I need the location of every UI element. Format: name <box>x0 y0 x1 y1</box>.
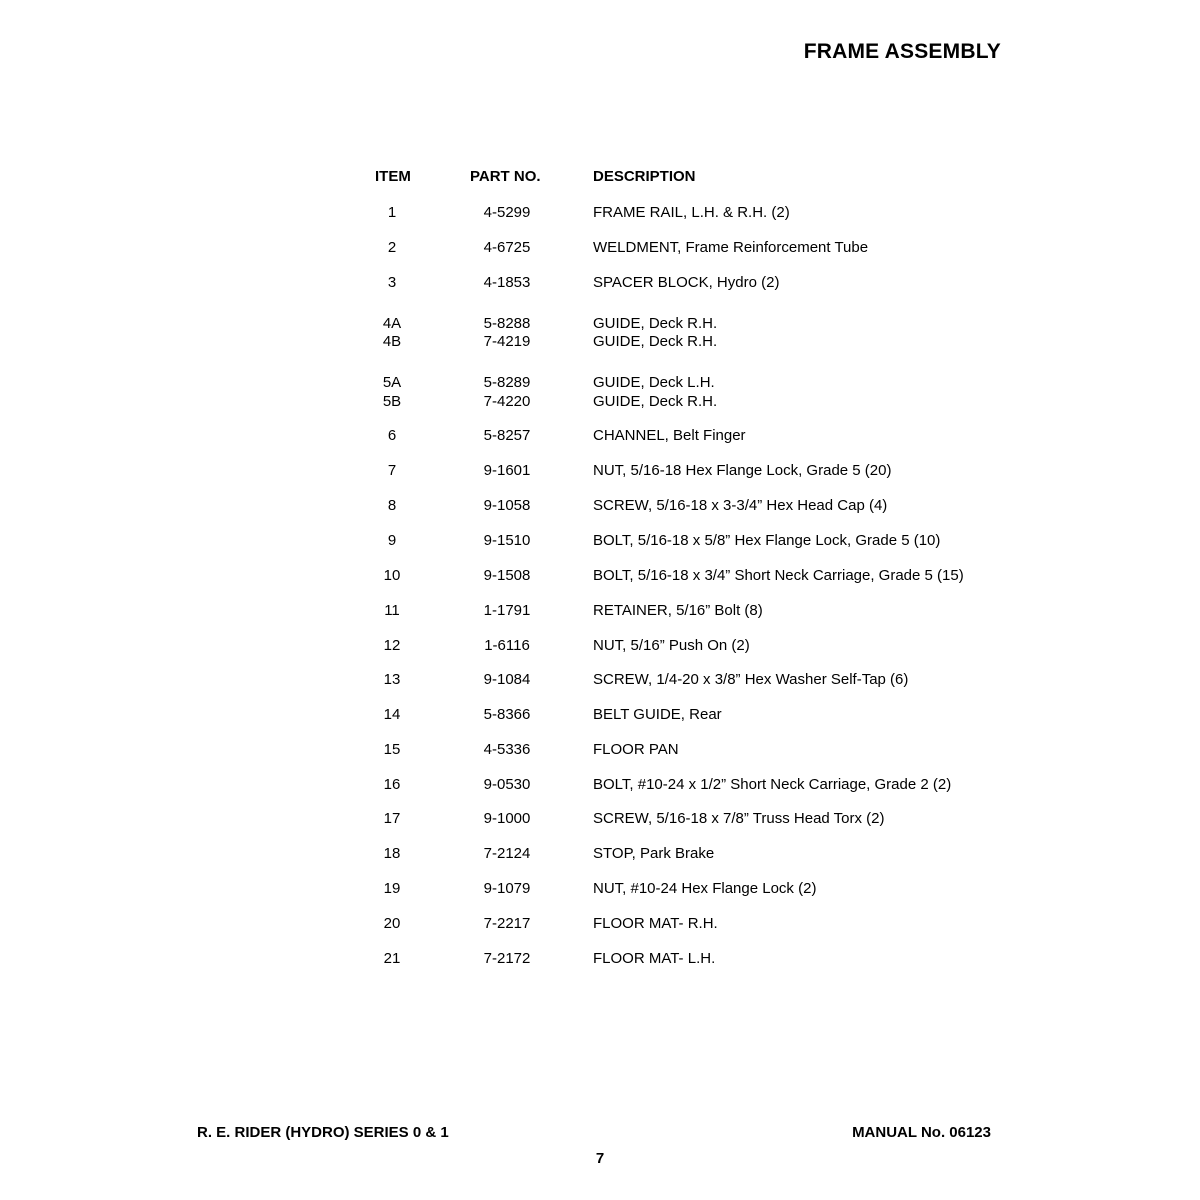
table-row <box>0 239 1200 259</box>
item-number: 17 <box>383 810 401 827</box>
page-number: 7 <box>595 1150 605 1167</box>
item-number: 6 <box>387 427 397 444</box>
part-description: FLOOR MAT- L.H. <box>593 950 716 967</box>
item-number: 7 <box>387 462 397 479</box>
table-row <box>0 950 1200 970</box>
part-description: SCREW, 1/4-20 x 3/8” Hex Washer Self-Tap (6) <box>593 671 909 688</box>
item-number: 18 <box>383 845 401 862</box>
part-number: 1-6116 <box>484 637 530 654</box>
item-number: 16 <box>383 776 401 793</box>
table-row <box>0 532 1200 552</box>
footer-model-series: R. E. RIDER (HYDRO) SERIES 0 & 1 <box>197 1124 449 1141</box>
part-description: SPACER BLOCK, Hydro (2) <box>593 274 780 291</box>
table-row <box>0 810 1200 830</box>
item-number: 3 <box>387 274 397 291</box>
table-row <box>0 393 1200 413</box>
item-number: 15 <box>383 741 401 758</box>
table-row <box>0 497 1200 517</box>
part-number: 4-6725 <box>483 239 531 256</box>
part-number: 9-1601 <box>483 462 531 479</box>
table-row <box>0 776 1200 796</box>
item-number: 11 <box>384 602 400 619</box>
part-description: BELT GUIDE, Rear <box>593 706 722 723</box>
part-description: GUIDE, Deck R.H. <box>593 393 718 410</box>
part-number: 9-1510 <box>483 532 531 549</box>
part-description: GUIDE, Deck R.H. <box>593 333 718 350</box>
item-number: 13 <box>383 671 401 688</box>
part-number: 1-1791 <box>483 602 531 619</box>
part-description: NUT, 5/16-18 Hex Flange Lock, Grade 5 (20) <box>593 462 892 479</box>
item-number: 4B <box>382 333 402 350</box>
part-number: 7-4219 <box>483 333 531 350</box>
part-description: BOLT, #10-24 x 1/2” Short Neck Carriage, Grade 2 (2) <box>593 776 952 793</box>
table-row <box>0 845 1200 865</box>
table-row <box>0 671 1200 691</box>
part-description: BOLT, 5/16-18 x 5/8” Hex Flange Lock, Grade 5 (10) <box>593 532 941 549</box>
part-description: FRAME RAIL, L.H. & R.H. (2) <box>593 204 790 221</box>
item-number: 10 <box>383 567 401 584</box>
part-number: 4-5299 <box>483 204 531 221</box>
item-number: 5B <box>382 393 402 410</box>
parts-table <box>0 168 1200 967</box>
part-number: 4-5336 <box>483 741 531 758</box>
item-number: 14 <box>383 706 401 723</box>
table-row <box>0 462 1200 482</box>
part-number: 9-0530 <box>483 776 531 793</box>
part-number: 9-1079 <box>483 880 531 897</box>
column-header-description: DESCRIPTION <box>593 168 696 185</box>
table-row <box>0 567 1200 587</box>
item-number: 8 <box>387 497 397 514</box>
part-number: 7-4220 <box>483 393 531 410</box>
table-header-row <box>0 168 1200 190</box>
part-number: 7-2172 <box>483 950 531 967</box>
table-row <box>0 741 1200 761</box>
item-number: 9 <box>387 532 397 549</box>
part-description: RETAINER, 5/16” Bolt (8) <box>593 602 763 619</box>
part-number: 7-2124 <box>483 845 531 862</box>
part-number: 5-8366 <box>483 706 531 723</box>
part-description: STOP, Park Brake <box>593 845 715 862</box>
part-description: NUT, 5/16” Push On (2) <box>593 637 750 654</box>
table-row <box>0 880 1200 900</box>
table-row <box>0 637 1200 657</box>
table-row <box>0 204 1200 224</box>
part-description: WELDMENT, Frame Reinforcement Tube <box>593 239 869 256</box>
part-number: 4-1853 <box>483 274 531 291</box>
part-description: GUIDE, Deck L.H. <box>593 374 715 391</box>
part-number: 5-8289 <box>483 374 531 391</box>
item-number: 1 <box>387 204 397 221</box>
item-number: 21 <box>383 950 401 967</box>
table-row <box>0 915 1200 935</box>
item-number: 2 <box>387 239 397 256</box>
table-row <box>0 274 1200 294</box>
table-row <box>0 602 1200 622</box>
item-number: 12 <box>383 637 401 654</box>
part-number: 7-2217 <box>483 915 531 932</box>
item-number: 19 <box>383 880 401 897</box>
part-number: 5-8257 <box>483 427 531 444</box>
table-row <box>0 333 1200 353</box>
part-number: 9-1508 <box>483 567 531 584</box>
part-number: 9-1084 <box>483 671 531 688</box>
part-description: FLOOR MAT- R.H. <box>593 915 718 932</box>
part-number: 5-8288 <box>483 315 531 332</box>
column-header-item: ITEM <box>375 168 411 185</box>
part-description: CHANNEL, Belt Finger <box>593 427 746 444</box>
table-row <box>0 427 1200 447</box>
table-row <box>0 374 1200 394</box>
table-row <box>0 315 1200 335</box>
table-row <box>0 706 1200 726</box>
part-number: 9-1000 <box>483 810 531 827</box>
item-number: 4A <box>382 315 402 332</box>
page-title: FRAME ASSEMBLY <box>803 40 1001 63</box>
column-header-part-no: PART NO. <box>470 168 541 185</box>
part-description: BOLT, 5/16-18 x 3/4” Short Neck Carriage, Grade 5 (15) <box>593 567 964 584</box>
part-description: SCREW, 5/16-18 x 7/8” Truss Head Torx (2) <box>593 810 885 827</box>
part-description: NUT, #10-24 Hex Flange Lock (2) <box>593 880 817 897</box>
part-description: SCREW, 5/16-18 x 3-3/4” Hex Head Cap (4) <box>593 497 888 514</box>
item-number: 20 <box>383 915 401 932</box>
part-description: FLOOR PAN <box>593 741 679 758</box>
part-description: GUIDE, Deck R.H. <box>593 315 718 332</box>
item-number: 5A <box>382 374 402 391</box>
part-number: 9-1058 <box>483 497 531 514</box>
footer-manual-number: MANUAL No. 06123 <box>852 1124 991 1141</box>
